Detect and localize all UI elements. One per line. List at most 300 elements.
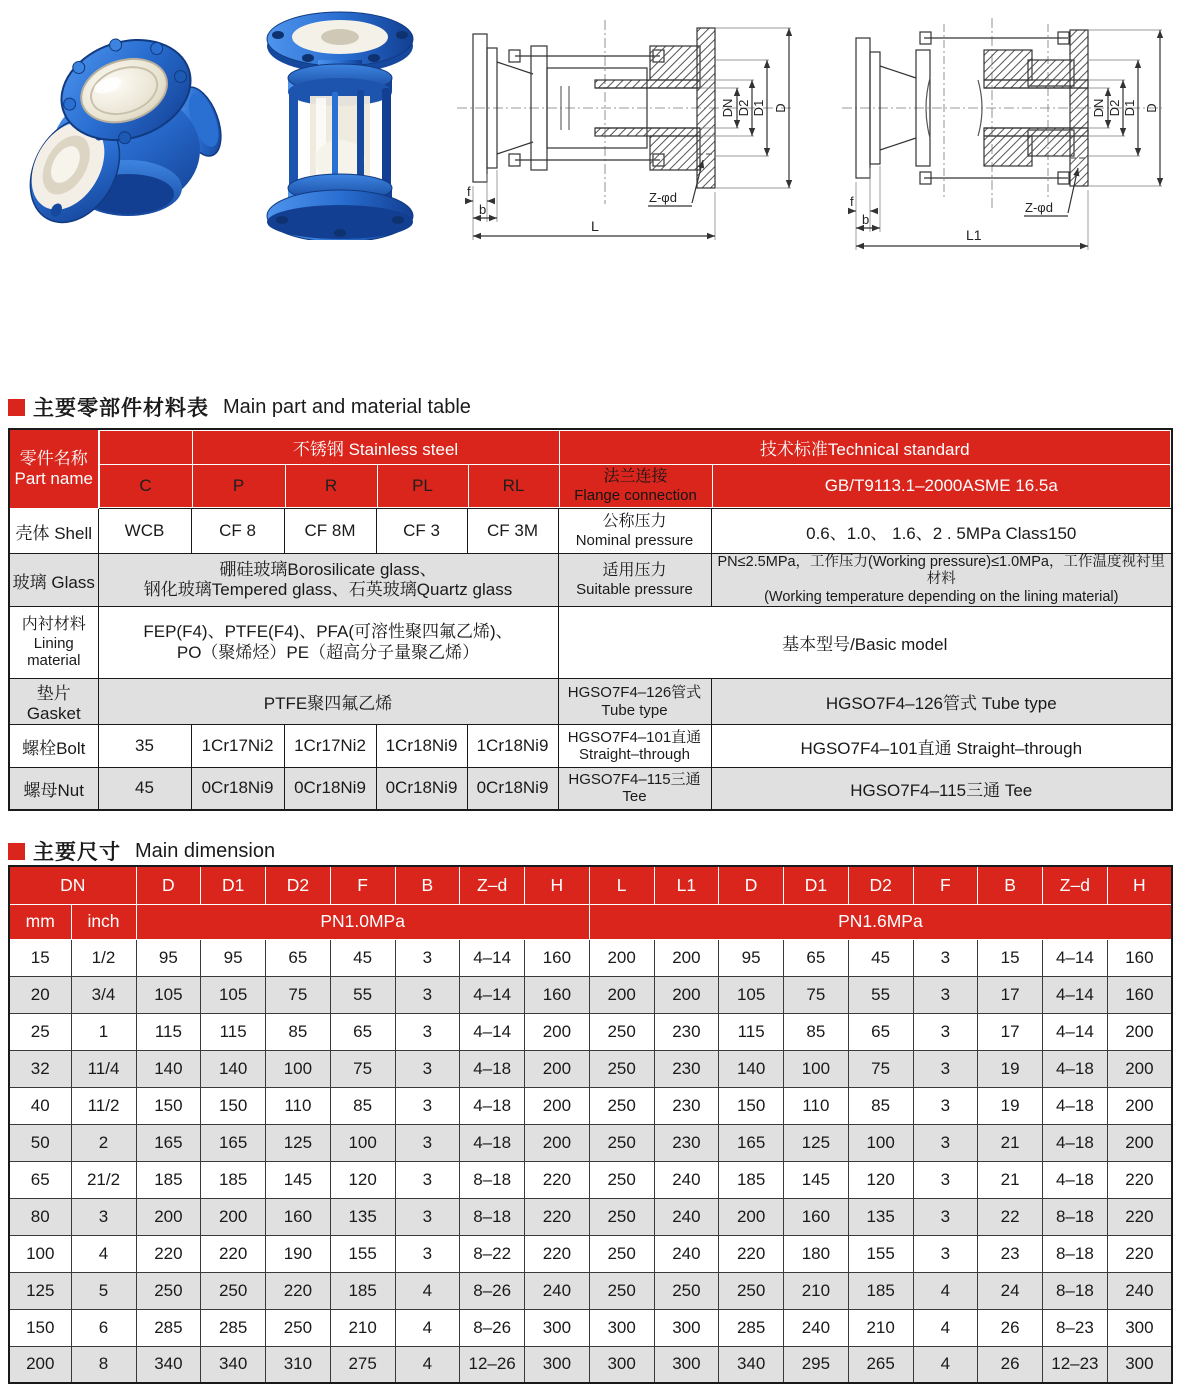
dimension-cell: 210 bbox=[848, 1309, 913, 1346]
dimension-cell: 45 bbox=[848, 939, 913, 976]
dimension-cell: 300 bbox=[589, 1309, 654, 1346]
dimension-section-title bbox=[8, 836, 275, 866]
dim-label-zd: Z-φd bbox=[1025, 200, 1053, 215]
dimension-cell: 11/2 bbox=[71, 1087, 136, 1124]
dimension-cell: 12–26 bbox=[460, 1346, 525, 1383]
dim-label-d1: D1 bbox=[1122, 99, 1137, 117]
dimension-cell: 15 bbox=[9, 939, 71, 976]
material-cell: 1Cr18Ni9 bbox=[467, 725, 558, 768]
table-row bbox=[9, 976, 1172, 1013]
dimension-cell: 3 bbox=[913, 1198, 978, 1235]
dimension-cell: 200 bbox=[589, 976, 654, 1013]
dimension-cell: 230 bbox=[654, 1124, 719, 1161]
dimension-cell: 150 bbox=[136, 1087, 201, 1124]
dimension-cell: 140 bbox=[136, 1050, 201, 1087]
dimension-cell: 21/2 bbox=[71, 1161, 136, 1198]
dimension-cell: 55 bbox=[848, 976, 913, 1013]
dimension-cell: 23 bbox=[978, 1235, 1043, 1272]
grade-col-p: P bbox=[192, 465, 285, 508]
dim-header-col: Z–d bbox=[460, 866, 525, 904]
dimension-cell: 3 bbox=[395, 1235, 460, 1272]
dimension-cell: 1/2 bbox=[71, 939, 136, 976]
material-cell: WCB bbox=[98, 509, 191, 554]
row-label-bolt: 螺栓Bolt bbox=[9, 725, 98, 768]
dimension-cell: 100 bbox=[330, 1124, 395, 1161]
dimension-cell: 160 bbox=[1107, 939, 1172, 976]
dimension-cell: 95 bbox=[201, 939, 266, 976]
material-title-en: Main part and material table bbox=[223, 395, 471, 418]
dimension-cell: 3 bbox=[913, 939, 978, 976]
dimension-cell: 200 bbox=[525, 1087, 590, 1124]
material-cell: CF 8 bbox=[191, 509, 284, 554]
row-label-nominal-pressure: 公称压力 Nominal pressure bbox=[558, 509, 711, 554]
dim-header-col: F bbox=[330, 866, 395, 904]
dimension-cell: 250 bbox=[589, 1124, 654, 1161]
grade-col-pl: PL bbox=[377, 465, 468, 508]
dimension-cell: 8–18 bbox=[460, 1161, 525, 1198]
grade-col-r: R bbox=[285, 465, 377, 508]
dimension-cell: 11/4 bbox=[71, 1050, 136, 1087]
dimension-cell: 8–26 bbox=[460, 1272, 525, 1309]
dimension-cell: 240 bbox=[654, 1161, 719, 1198]
dimension-cell: 8–22 bbox=[460, 1235, 525, 1272]
material-cell: 1Cr17Ni2 bbox=[284, 725, 376, 768]
dimension-cell: 5 bbox=[71, 1272, 136, 1309]
dimension-cell: 95 bbox=[136, 939, 201, 976]
material-cell: HGSO7F4–126管式 Tube type bbox=[558, 679, 711, 725]
dimension-cell: 250 bbox=[201, 1272, 266, 1309]
dimension-cell: 32 bbox=[9, 1050, 71, 1087]
dimension-cell: 220 bbox=[719, 1235, 784, 1272]
dimension-cell: 340 bbox=[136, 1346, 201, 1383]
dimension-cell: 165 bbox=[719, 1124, 784, 1161]
dimension-cell: 6 bbox=[71, 1309, 136, 1346]
material-cell: HGSO7F4–126管式 Tube type bbox=[711, 679, 1172, 725]
material-cell: 硼硅玻璃Borosilicate glass、 钢化玻璃Tempered glass、石英玻璃Quartz glass bbox=[98, 554, 558, 607]
table-row bbox=[9, 1087, 1172, 1124]
dim-label-d: D bbox=[773, 103, 788, 113]
dimension-cell: 21 bbox=[978, 1124, 1043, 1161]
product-photo-tube-sight-glass bbox=[256, 2, 424, 240]
dim-header-col: D2 bbox=[848, 866, 913, 904]
dimension-cell: 3 bbox=[395, 1198, 460, 1235]
dimension-cell: 155 bbox=[848, 1235, 913, 1272]
material-header-part-name: 零件名称 Part name bbox=[9, 429, 98, 509]
material-cell: PTFE聚四氟乙烯 bbox=[98, 679, 558, 725]
dimension-cell: 75 bbox=[848, 1050, 913, 1087]
dimension-cell: 3 bbox=[395, 976, 460, 1013]
dimension-cell: 4 bbox=[395, 1346, 460, 1383]
dimension-cell: 95 bbox=[719, 939, 784, 976]
dimension-cell: 3 bbox=[913, 976, 978, 1013]
material-cell: HGSO7F4–101直通 Straight–through bbox=[558, 725, 711, 768]
dimension-cell: 105 bbox=[201, 976, 266, 1013]
table-row bbox=[9, 1272, 1172, 1309]
material-cell: PN≤2.5MPa，工作压力(Working pressure)≤1.0MPa，工作温度视衬里材料 (Working temperature depending on the lining material) bbox=[711, 554, 1172, 607]
dimension-cell: 200 bbox=[1107, 1124, 1172, 1161]
dim-header-col: D bbox=[719, 866, 784, 904]
dimension-cell: 200 bbox=[654, 976, 719, 1013]
dim-header-pn16: PN1.6MPa bbox=[589, 904, 1172, 939]
dimension-cell: 200 bbox=[9, 1346, 71, 1383]
dimension-cell: 25 bbox=[9, 1013, 71, 1050]
dimension-cell: 295 bbox=[784, 1346, 849, 1383]
material-cell: CF 8M bbox=[284, 509, 376, 554]
dimension-cell: 65 bbox=[848, 1013, 913, 1050]
dimension-cell: 3 bbox=[71, 1198, 136, 1235]
dimension-cell: 4–14 bbox=[1043, 939, 1108, 976]
dimension-cell: 300 bbox=[525, 1309, 590, 1346]
dimension-cell: 200 bbox=[1107, 1050, 1172, 1087]
dimension-cell: 160 bbox=[1107, 976, 1172, 1013]
dimension-cell: 4–18 bbox=[1043, 1087, 1108, 1124]
dimension-cell: 200 bbox=[525, 1013, 590, 1050]
dim-header-mm: mm bbox=[9, 904, 71, 939]
dim-header-col: D1 bbox=[201, 866, 266, 904]
material-cell: CF 3 bbox=[376, 509, 467, 554]
dimension-cell: 8–18 bbox=[1043, 1235, 1108, 1272]
dimension-cell: 230 bbox=[654, 1087, 719, 1124]
dimension-cell: 155 bbox=[330, 1235, 395, 1272]
dimension-cell: 200 bbox=[525, 1124, 590, 1161]
dimension-cell: 220 bbox=[1107, 1198, 1172, 1235]
dimension-cell: 120 bbox=[330, 1161, 395, 1198]
dimension-title-zh: 主要尺寸 bbox=[33, 841, 121, 864]
material-header-empty bbox=[99, 431, 192, 465]
material-cell: 1Cr17Ni2 bbox=[191, 725, 284, 768]
dimension-cell: 65 bbox=[9, 1161, 71, 1198]
dimension-cell: 220 bbox=[1107, 1235, 1172, 1272]
dimension-cell: 265 bbox=[848, 1346, 913, 1383]
dimension-cell: 3 bbox=[913, 1235, 978, 1272]
dim-label-d2: D2 bbox=[736, 99, 751, 117]
dimension-cell: 240 bbox=[784, 1309, 849, 1346]
dimension-cell: 300 bbox=[654, 1309, 719, 1346]
dimension-cell: 160 bbox=[784, 1198, 849, 1235]
dimension-cell: 12–23 bbox=[1043, 1346, 1108, 1383]
dimension-cell: 65 bbox=[330, 1013, 395, 1050]
dimension-cell: 250 bbox=[589, 1235, 654, 1272]
table-row bbox=[9, 1013, 1172, 1050]
table-row bbox=[9, 939, 1172, 976]
dim-header-inch: inch bbox=[71, 904, 136, 939]
dimension-cell: 200 bbox=[136, 1198, 201, 1235]
dimension-cell: 19 bbox=[978, 1087, 1043, 1124]
dim-header-col: L bbox=[589, 866, 654, 904]
dim-header-col: Z–d bbox=[1043, 866, 1108, 904]
dimension-cell: 300 bbox=[589, 1346, 654, 1383]
material-section-title bbox=[8, 392, 471, 422]
dimension-cell: 4 bbox=[913, 1272, 978, 1309]
dimension-cell: 310 bbox=[266, 1346, 331, 1383]
dim-label-d: D bbox=[1144, 103, 1159, 113]
dimension-cell: 250 bbox=[719, 1272, 784, 1309]
dim-label-b: b bbox=[479, 202, 487, 217]
dimension-cell: 285 bbox=[201, 1309, 266, 1346]
dimension-cell: 21 bbox=[978, 1161, 1043, 1198]
drawing-straight-section bbox=[445, 8, 815, 248]
dimension-cell: 40 bbox=[9, 1087, 71, 1124]
dimension-cell: 4 bbox=[913, 1309, 978, 1346]
dimension-cell: 230 bbox=[654, 1050, 719, 1087]
dimension-cell: 3/4 bbox=[71, 976, 136, 1013]
material-cell: CF 3M bbox=[467, 509, 558, 554]
dimension-cell: 165 bbox=[136, 1124, 201, 1161]
dim-label-L1: L1 bbox=[966, 227, 982, 243]
dimension-cell: 340 bbox=[719, 1346, 784, 1383]
dimension-cell: 115 bbox=[201, 1013, 266, 1050]
dimension-cell: 3 bbox=[395, 1013, 460, 1050]
dimension-cell: 26 bbox=[978, 1309, 1043, 1346]
dimension-cell: 17 bbox=[978, 1013, 1043, 1050]
dimension-table-body bbox=[9, 939, 1172, 1383]
dimension-cell: 3 bbox=[913, 1161, 978, 1198]
dimension-cell: 210 bbox=[784, 1272, 849, 1309]
dimension-cell: 115 bbox=[719, 1013, 784, 1050]
dimension-cell: 105 bbox=[136, 976, 201, 1013]
dimension-cell: 2 bbox=[71, 1124, 136, 1161]
dimension-cell: 200 bbox=[719, 1198, 784, 1235]
dimension-cell: 200 bbox=[201, 1198, 266, 1235]
dimension-cell: 250 bbox=[589, 1013, 654, 1050]
dimension-cell: 19 bbox=[978, 1050, 1043, 1087]
dimension-cell: 3 bbox=[395, 939, 460, 976]
dimension-cell: 220 bbox=[525, 1198, 590, 1235]
grade-col-rl: RL bbox=[468, 465, 559, 508]
dimension-cell: 145 bbox=[266, 1161, 331, 1198]
dim-label-dn: DN bbox=[720, 98, 735, 118]
dimension-cell: 4–18 bbox=[460, 1124, 525, 1161]
dimension-cell: 100 bbox=[266, 1050, 331, 1087]
dim-header-col: B bbox=[395, 866, 460, 904]
drawing-view-type-section bbox=[832, 8, 1181, 258]
dimension-cell: 125 bbox=[9, 1272, 71, 1309]
dimension-cell: 3 bbox=[913, 1124, 978, 1161]
dimension-cell: 4–18 bbox=[1043, 1161, 1108, 1198]
dim-label-dn: DN bbox=[1091, 98, 1106, 118]
dimension-cell: 75 bbox=[784, 976, 849, 1013]
dimension-cell: 4 bbox=[395, 1309, 460, 1346]
material-header-technical: 技术标准Technical standard bbox=[559, 431, 1170, 465]
material-cell: HGSO7F4–101直通 Straight–through bbox=[711, 725, 1172, 768]
red-square-bullet bbox=[8, 843, 25, 860]
dimension-cell: 65 bbox=[784, 939, 849, 976]
dim-label-f: f bbox=[467, 184, 471, 199]
dimension-cell: 20 bbox=[9, 976, 71, 1013]
dimension-cell: 285 bbox=[719, 1309, 784, 1346]
row-label-glass: 玻璃 Glass bbox=[9, 554, 98, 607]
dimension-cell: 8–18 bbox=[1043, 1198, 1108, 1235]
dimension-cell: 110 bbox=[266, 1087, 331, 1124]
dimension-cell: 3 bbox=[395, 1050, 460, 1087]
dimension-cell: 250 bbox=[589, 1050, 654, 1087]
dimension-cell: 220 bbox=[266, 1272, 331, 1309]
dimension-cell: 3 bbox=[913, 1050, 978, 1087]
dimension-cell: 50 bbox=[9, 1124, 71, 1161]
dimension-cell: 22 bbox=[978, 1198, 1043, 1235]
dimension-cell: 45 bbox=[330, 939, 395, 976]
material-cell-basic-model: 基本型号/Basic model bbox=[558, 607, 1172, 679]
dimension-cell: 3 bbox=[913, 1013, 978, 1050]
table-row bbox=[9, 1161, 1172, 1198]
dimension-cell: 250 bbox=[589, 1161, 654, 1198]
dim-label-L: L bbox=[591, 218, 599, 234]
dimension-cell: 165 bbox=[201, 1124, 266, 1161]
dimension-cell: 110 bbox=[784, 1087, 849, 1124]
dimension-cell: 3 bbox=[395, 1161, 460, 1198]
dimension-cell: 220 bbox=[201, 1235, 266, 1272]
dimension-cell: 240 bbox=[654, 1235, 719, 1272]
row-label-suitable-pressure: 适用压力 Suitable pressure bbox=[558, 554, 711, 607]
red-square-bullet bbox=[8, 399, 25, 416]
dimension-cell: 4 bbox=[913, 1346, 978, 1383]
dimension-cell: 3 bbox=[395, 1124, 460, 1161]
dimension-cell: 300 bbox=[1107, 1309, 1172, 1346]
material-cell: HGSO7F4–115三通 Tee bbox=[711, 768, 1172, 810]
dimension-cell: 340 bbox=[201, 1346, 266, 1383]
dimension-cell: 220 bbox=[1107, 1161, 1172, 1198]
dimension-cell: 240 bbox=[525, 1272, 590, 1309]
dimension-cell: 4–14 bbox=[1043, 1013, 1108, 1050]
dim-header-col: D2 bbox=[266, 866, 331, 904]
dimension-cell: 85 bbox=[784, 1013, 849, 1050]
dimension-cell: 135 bbox=[848, 1198, 913, 1235]
dimension-cell: 140 bbox=[201, 1050, 266, 1087]
dimension-cell: 105 bbox=[719, 976, 784, 1013]
dimension-cell: 85 bbox=[330, 1087, 395, 1124]
dimension-cell: 220 bbox=[136, 1235, 201, 1272]
material-table bbox=[8, 428, 1173, 811]
dimension-cell: 250 bbox=[136, 1272, 201, 1309]
dimension-cell: 200 bbox=[654, 939, 719, 976]
dim-header-col: H bbox=[525, 866, 590, 904]
dim-header-col: F bbox=[913, 866, 978, 904]
dimension-cell: 185 bbox=[330, 1272, 395, 1309]
row-label-nut: 螺母Nut bbox=[9, 768, 98, 810]
dimension-cell: 185 bbox=[848, 1272, 913, 1309]
dimension-cell: 80 bbox=[9, 1198, 71, 1235]
dimension-cell: 125 bbox=[784, 1124, 849, 1161]
dimension-cell: 150 bbox=[9, 1309, 71, 1346]
dimension-cell: 4–14 bbox=[460, 939, 525, 976]
dimension-cell: 200 bbox=[589, 939, 654, 976]
dimension-cell: 100 bbox=[784, 1050, 849, 1087]
dimension-cell: 275 bbox=[330, 1346, 395, 1383]
row-label-shell: 壳体 Shell bbox=[9, 509, 98, 554]
dimension-cell: 250 bbox=[266, 1309, 331, 1346]
dimension-cell: 160 bbox=[266, 1198, 331, 1235]
dimension-cell: 3 bbox=[913, 1087, 978, 1124]
material-cell: 0Cr18Ni9 bbox=[467, 768, 558, 810]
dimension-cell: 200 bbox=[1107, 1087, 1172, 1124]
table-row bbox=[9, 1124, 1172, 1161]
dim-header-pn10: PN1.0MPa bbox=[136, 904, 589, 939]
dim-label-b: b bbox=[862, 212, 870, 227]
dimension-cell: 4–14 bbox=[460, 1013, 525, 1050]
material-cell: 1Cr18Ni9 bbox=[376, 725, 467, 768]
material-cell: 45 bbox=[98, 768, 191, 810]
material-cell: FEP(F4)、PTFE(F4)、PFA(可溶性聚四氟乙烯)、 PO（聚烯烃）PE（超高分子量聚乙烯） bbox=[98, 607, 558, 679]
dim-label-d1: D1 bbox=[751, 99, 766, 117]
dimension-cell: 230 bbox=[654, 1013, 719, 1050]
dimension-cell: 120 bbox=[848, 1161, 913, 1198]
table-row bbox=[9, 1309, 1172, 1346]
dimension-cell: 185 bbox=[201, 1161, 266, 1198]
material-header-flange-value: GB/T9113.1–2000ASME 16.5a bbox=[712, 465, 1170, 508]
dimension-cell: 200 bbox=[525, 1050, 590, 1087]
dimension-cell: 4–18 bbox=[460, 1087, 525, 1124]
row-label-lining: 内衬材料 Lining material bbox=[9, 607, 98, 679]
dimension-cell: 160 bbox=[525, 976, 590, 1013]
material-cell: 35 bbox=[98, 725, 191, 768]
material-cell: 0Cr18Ni9 bbox=[284, 768, 376, 810]
material-cell: 0Cr18Ni9 bbox=[191, 768, 284, 810]
dimension-cell: 8–18 bbox=[460, 1198, 525, 1235]
dimension-cell: 200 bbox=[1107, 1013, 1172, 1050]
dimension-cell: 190 bbox=[266, 1235, 331, 1272]
dimension-cell: 220 bbox=[525, 1235, 590, 1272]
dimension-cell: 185 bbox=[136, 1161, 201, 1198]
dimension-table bbox=[8, 865, 1173, 1384]
dimension-cell: 250 bbox=[654, 1272, 719, 1309]
dim-header-col: H bbox=[1107, 866, 1172, 904]
table-row bbox=[9, 1346, 1172, 1383]
dimension-cell: 135 bbox=[330, 1198, 395, 1235]
dimension-cell: 300 bbox=[1107, 1346, 1172, 1383]
dimension-cell: 240 bbox=[1107, 1272, 1172, 1309]
dimension-cell: 250 bbox=[589, 1087, 654, 1124]
dimension-cell: 300 bbox=[525, 1346, 590, 1383]
dimension-cell: 125 bbox=[266, 1124, 331, 1161]
dim-header-col: L1 bbox=[654, 866, 719, 904]
dim-header-col: D bbox=[136, 866, 201, 904]
dimension-cell: 145 bbox=[784, 1161, 849, 1198]
dim-label-zd: Z-φd bbox=[649, 190, 677, 205]
material-header-flange: 法兰连接 Flange connection bbox=[559, 465, 712, 508]
material-title-zh: 主要零部件材料表 bbox=[33, 397, 209, 420]
dimension-cell: 75 bbox=[266, 976, 331, 1013]
dimension-cell: 250 bbox=[589, 1198, 654, 1235]
dimension-cell: 250 bbox=[589, 1272, 654, 1309]
dimension-cell: 240 bbox=[654, 1198, 719, 1235]
dim-label-d2: D2 bbox=[1107, 99, 1122, 117]
dimension-cell: 24 bbox=[978, 1272, 1043, 1309]
dimension-cell: 4–18 bbox=[1043, 1050, 1108, 1087]
dimension-cell: 150 bbox=[719, 1087, 784, 1124]
dimension-cell: 65 bbox=[266, 939, 331, 976]
dimension-cell: 4–14 bbox=[1043, 976, 1108, 1013]
material-cell: HGSO7F4–115三通 Tee bbox=[558, 768, 711, 810]
dimension-title-en: Main dimension bbox=[135, 839, 276, 862]
material-cell: 0Cr18Ni9 bbox=[376, 768, 467, 810]
dimension-cell: 8 bbox=[71, 1346, 136, 1383]
dim-header-dn: DN bbox=[9, 866, 136, 904]
dimension-cell: 85 bbox=[848, 1087, 913, 1124]
dimension-cell: 285 bbox=[136, 1309, 201, 1346]
dimension-cell: 180 bbox=[784, 1235, 849, 1272]
row-label-gasket: 垫片Gasket bbox=[9, 679, 98, 725]
dimension-cell: 4 bbox=[71, 1235, 136, 1272]
dimension-cell: 185 bbox=[719, 1161, 784, 1198]
dimension-cell: 1 bbox=[71, 1013, 136, 1050]
dimension-cell: 4 bbox=[395, 1272, 460, 1309]
table-row bbox=[9, 1235, 1172, 1272]
dimension-cell: 15 bbox=[978, 939, 1043, 976]
material-header-stainless: 不锈钢 Stainless steel bbox=[192, 431, 559, 465]
dimension-cell: 85 bbox=[266, 1013, 331, 1050]
dimension-cell: 55 bbox=[330, 976, 395, 1013]
dimension-cell: 3 bbox=[395, 1087, 460, 1124]
